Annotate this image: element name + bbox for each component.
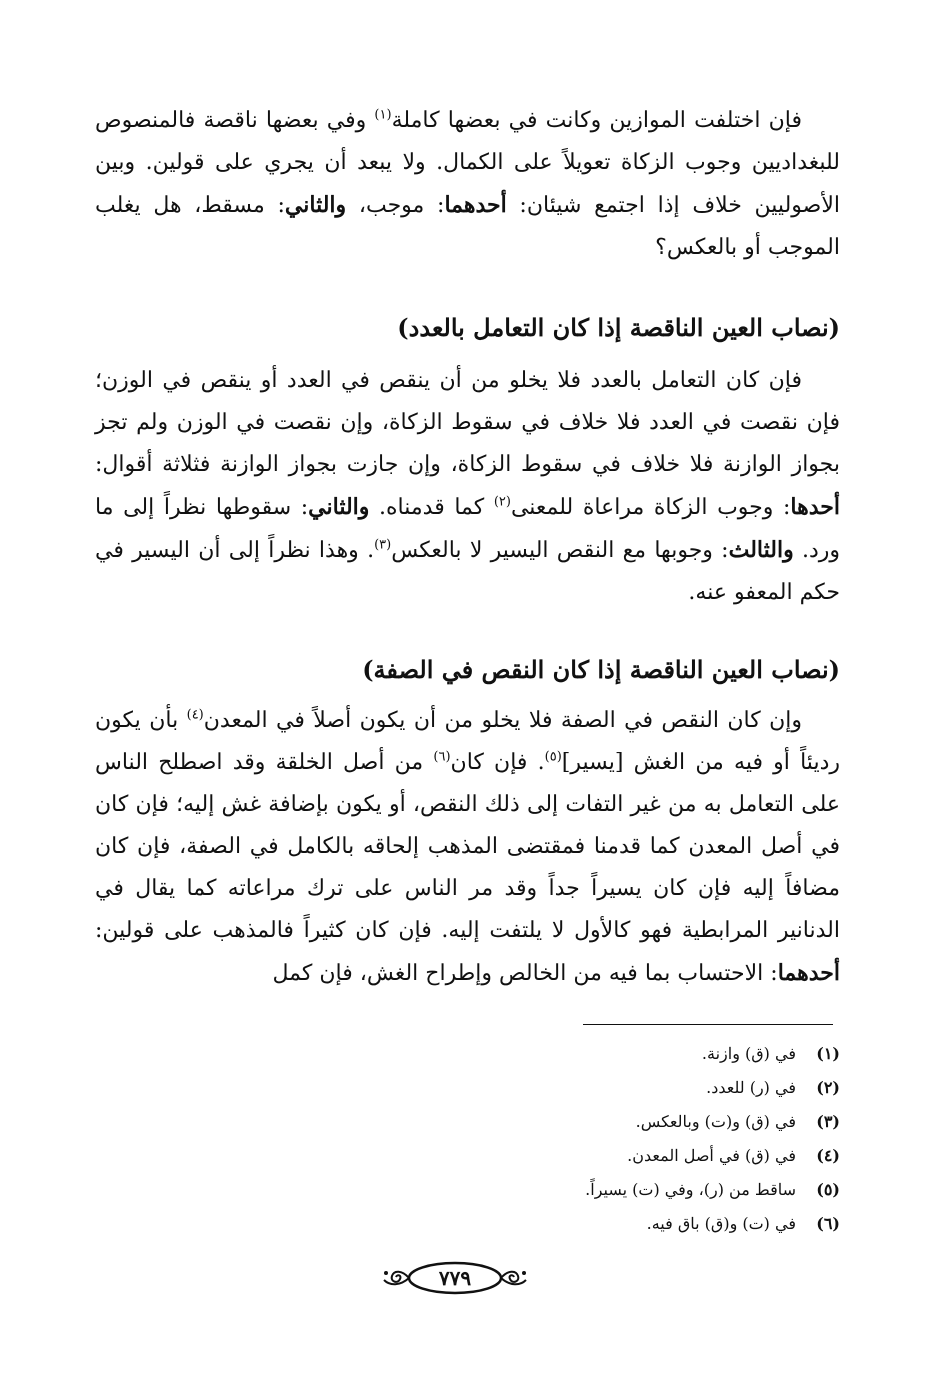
footnote-ref-1[interactable]: (١) — [374, 107, 392, 123]
paragraph-2 — [95, 360, 840, 614]
footnote-ref-6[interactable]: (٦) — [433, 749, 451, 765]
footnote-number: (٤) — [816, 1146, 840, 1165]
text-run: : وجوب الزكاة مراعاة للمعنى — [510, 495, 791, 520]
footnotes-list — [120, 1037, 840, 1241]
text-run: وإن كان النقص في الصفة فلا يخلو من أن يكون أصلاً في المعدن — [203, 708, 802, 733]
footnote-ref-5[interactable]: (٥) — [544, 749, 562, 765]
footnote — [120, 1173, 840, 1207]
footnote-number: (٥) — [816, 1180, 840, 1199]
text-run: فإن كان التعامل بالعدد فلا يخلو من أن ينقص في العدد أو ينقص في الوزن؛ فإن نقصت في العدد فلا خلاف في سقوط الزكاة، وإن نقصت في الوزن ولم تجز بجواز الوازنة فلا خلاف في سقوط الزكاة، وإن جازت بجواز الوازنة فثلاثة أقوال: — [95, 368, 840, 477]
footnote — [120, 1139, 840, 1173]
text-run: . فإن كان — [450, 750, 545, 775]
footnote-text: في (ق) وازنة. — [701, 1044, 796, 1063]
bold-term: والثاني — [284, 192, 347, 218]
bold-term: والثالث — [728, 537, 794, 563]
bold-term: أحدهما — [444, 192, 507, 218]
footnote-number: (٦) — [816, 1214, 840, 1233]
footnote-ref-4[interactable]: (٤) — [186, 707, 204, 723]
footnote-text: في (ت) و(ق) باق فيه. — [646, 1214, 796, 1233]
bold-term: أحدهما — [777, 960, 840, 986]
text-run: كما قدمناه. — [369, 495, 494, 520]
footnote-ref-2[interactable]: (٢) — [493, 494, 511, 510]
paragraph-3 — [95, 700, 840, 995]
text-run: . وهذا نظراً إلى أن اليسير في حكم المعفو عنه. — [95, 538, 840, 605]
footnote — [120, 1105, 840, 1139]
footnote — [120, 1037, 840, 1071]
text-run: : موجب، — [346, 193, 445, 218]
footnote — [120, 1071, 840, 1105]
text-run: من أصل الخلقة وقد اصطلح الناس على التعامل به من غير التفات إلى ذلك النقص، أو يكون بإضافة غش إليه؛ فإن كان في أصل المعدن كما قدمنا فمقتضى المذهب إلحاقه بالكامل في الصفة، فإن كان مضافاً إليه فإن كان يسيراً جداً وقد مر الناس على ترك مراعاته كما يقال في الدنانير المرابطية فهو كالأول لا يلتفت إليه. فإن كان كثيراً فالمذهب على قولين: — [95, 750, 840, 943]
text-run: بأن يكون رديئاً أو فيه من الغش [يسير] — [95, 708, 840, 775]
footnote-separator — [583, 1024, 833, 1025]
text-run: : وجوبها مع النقص اليسير لا بالعكس — [391, 538, 729, 563]
footnote-number: (١) — [816, 1044, 840, 1063]
text-run: : سقوطها نظراً إلى ما ورد. — [95, 495, 841, 563]
page-number-block — [380, 1258, 530, 1298]
bold-term: أحدها — [790, 494, 840, 520]
text-run: : مسقط، هل يغلب الموجب أو بالعكس؟ — [95, 193, 840, 260]
text-run: وفي بعضها ناقصة فالمنصوص للبغداديين وجوب الزكاة تعويلاً على الكمال. ولا يبعد أن يجري على قولين. وبين الأصوليين خلاف إذا اجتمع شيئان: — [95, 108, 840, 218]
text-run: : الاحتساب بما فيه من الخالص وإطراح الغش، فإن كمل — [272, 961, 778, 986]
footnote-number: (٣) — [816, 1112, 840, 1131]
footnote-text: في (ق) و(ت) وبالعكس. — [635, 1112, 796, 1131]
page-number: ٧٧٩ — [438, 1266, 472, 1290]
paragraph-1 — [95, 100, 840, 269]
footnote-number: (٢) — [816, 1078, 840, 1097]
footnote-text: ساقط من (ر)، وفي (ت) يسيراً. — [585, 1180, 796, 1199]
section-heading-quality: (نصاب العين الناقصة إذا كان النقص في الصفة) — [362, 655, 840, 684]
section-heading-count: (نصاب العين الناقصة إذا كان التعامل بالعدد) — [397, 313, 840, 342]
bold-term: والثاني — [308, 494, 370, 520]
text-run: فإن اختلفت الموازين وكانت في بعضها كاملة — [391, 108, 802, 133]
footnote — [120, 1207, 840, 1241]
footnote-text: في (ر) للعدد. — [706, 1078, 796, 1097]
footnote-text: في (ق) في أصل المعدن. — [627, 1146, 796, 1165]
footnote-ref-3[interactable]: (٣) — [374, 537, 392, 553]
